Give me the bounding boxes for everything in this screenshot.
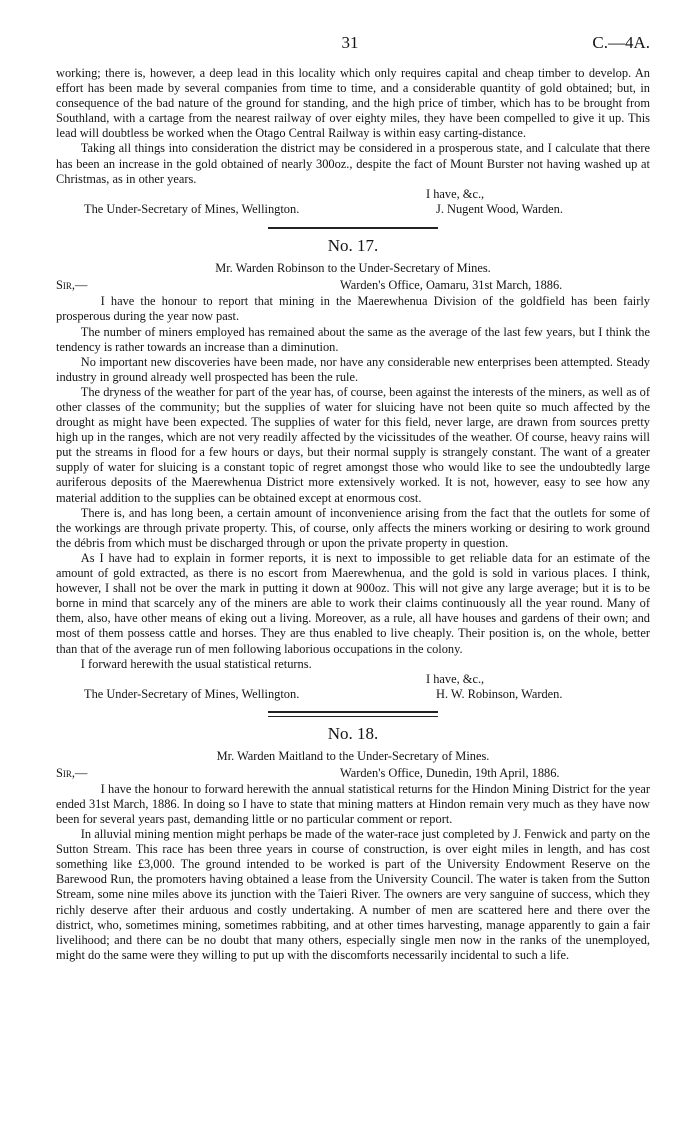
paragraph: As I have had to explain in former reports, it is next to impossible to get reliable data for an estimate of the amount of gold extracted, as there is no escort from Maerewhenua, and the gold is sold in various places. I think, however, I shall not be over the mark in putting it down at 900oz. This will not give any large average; but it is to be borne in mind that scarcely any of the miners are able to work their claims continuously all the year round. Many of them, also, have other means of eking out a living. Moreover, as a rule, all have houses and gardens of their own; and most of them possess cattle and horses. They are thus enabled to live cheaply. Their position is, on the whole, better than that of the average run of men following laborious occupations in the colony. bbox=[56, 550, 650, 656]
salutation-row bbox=[56, 766, 650, 782]
addressee: The Under-Secretary of Mines, Wellington. bbox=[84, 201, 300, 216]
closing-row bbox=[56, 187, 650, 202]
closing-row bbox=[56, 672, 650, 687]
section-divider bbox=[268, 711, 438, 717]
paragraph: working; there is, however, a deep lead in this locality which only requires capital and cheap timber to develop. An effort has been made by several companies from time to time, and a considerable quantity of gold obtained; but, in consequence of the bad nature of the ground for standing, and the high price of timber, which has to be brought from Southland, with a cartage from the nearest railway of over eighty miles, they have been compelled to give it up. This lead will doubtless be worked when the Otago Central Railway is within easy carting-distance. bbox=[56, 66, 650, 141]
paragraph: There is, and has long been, a certain amount of inconvenience arising from the fact that the outlets for some of the workings are through private property. This, of course, only affects the miners working or desiring to work ground the débris from which must be discharged through or upon the private property in question. bbox=[56, 505, 650, 550]
signature-row bbox=[56, 202, 650, 217]
section-divider bbox=[268, 227, 438, 230]
paragraph: The number of miners employed has remained about the same as the average of the last few years, but I think the tendency is rather towards an increase than a diminution. bbox=[56, 324, 650, 354]
paragraph: The dryness of the weather for part of the year has, of course, been against the interests of the miners, as well as of other classes of the community; but the supplies of water for sluicing have not been quite so much affected by the drought as might have been expected. The supplies of water for this field, never large, are drawn from sources pretty high up in the ranges, which are not very readily affected by the vicissitudes of the weather. Of course, heavy rains will put the streams in flood for a few hours or days, but their normal supply is strangely constant. The want of a greater supply of water for sluicing is a constant topic of regret amongst those who would like to see the undoubtedly large auriferous deposits of the Maerewhenua District more extensively worked. It is not, however, easy to see how any material addition to the supplies can be obtained except at enormous cost. bbox=[56, 384, 650, 505]
salutation: Sir,— bbox=[56, 278, 88, 293]
letter-number: No. 17. bbox=[327, 236, 379, 256]
salutation-row bbox=[56, 278, 650, 294]
salutation: Sir,— bbox=[56, 765, 88, 780]
signature: H. W. Robinson, Warden. bbox=[436, 686, 563, 701]
signature-row bbox=[56, 687, 650, 702]
paragraph: Taking all things into consideration the district may be considered in a prosperous state, and I calculate that there has been an increase in the gold obtained of nearly 300oz., despite the fact of Mount Burster not having washed up at Christmas, as in other years. bbox=[56, 141, 650, 186]
document-reference: C.—4A. bbox=[592, 33, 650, 52]
letter-heading: Mr. Warden Maitland to the Under-Secretary of Mines. bbox=[216, 748, 490, 763]
addressee: The Under-Secretary of Mines, Wellington. bbox=[84, 686, 300, 701]
letter-number: No. 18. bbox=[327, 723, 379, 743]
closing: I have, &c., bbox=[426, 186, 485, 201]
page-body bbox=[56, 66, 650, 963]
paragraph: No important new discoveries have been made, nor have any considerable new enterprises been attempted. Steady industry in ground already well prospected has been the rule. bbox=[56, 354, 650, 384]
closing: I have, &c., bbox=[426, 671, 485, 686]
paragraph: I have the honour to report that mining in the Maerewhenua Division of the goldfield has been fairly prosperous during the year now past. bbox=[56, 294, 650, 324]
page-number: 31 bbox=[341, 33, 359, 52]
paragraph: I have the honour to forward herewith the annual statistical returns for the Hindon Mining District for the year ended 31st March, 1886. In doing so I have to state that mining matters at Hindon remain very much as they have now been for several years past, demanding little or no particular comment or report. bbox=[56, 781, 650, 826]
paragraph: I forward herewith the usual statistical returns. bbox=[80, 656, 312, 671]
office-date: Warden's Office, Dunedin, 19th April, 1886. bbox=[340, 765, 560, 780]
letter-heading: Mr. Warden Robinson to the Under-Secretary of Mines. bbox=[215, 261, 491, 276]
signature: J. Nugent Wood, Warden. bbox=[436, 201, 563, 216]
paragraph: In alluvial mining mention might perhaps be made of the water-race just completed by J. Fenwick and party on the Sutton Stream. This race has been three years in course of construction, is over eight miles in length, and has cost something like £3,000. The ground intended to be worked is part of the University Endowment Reserve on the Barewood Run, the promoters having obtained a lease from the University Council. The water is taken from the Sutton Stream, some nine miles above its junction with the Taieri River. The owners are very sanguine of success, which they richly deserve after their arduous and costly undertaking. A number of men are scattered here and there over the district, who, sometimes mining, sometimes rabbiting, and at other times harvesting, manage apparently to gain a fair livelihood; and there can be no doubt that many others, especially single men now in the ranks of the unemployed, might do the same were they willing to put up with the discomforts necessarily incidental to such a life. bbox=[56, 827, 650, 962]
office-date: Warden's Office, Oamaru, 31st March, 1886. bbox=[340, 278, 563, 293]
